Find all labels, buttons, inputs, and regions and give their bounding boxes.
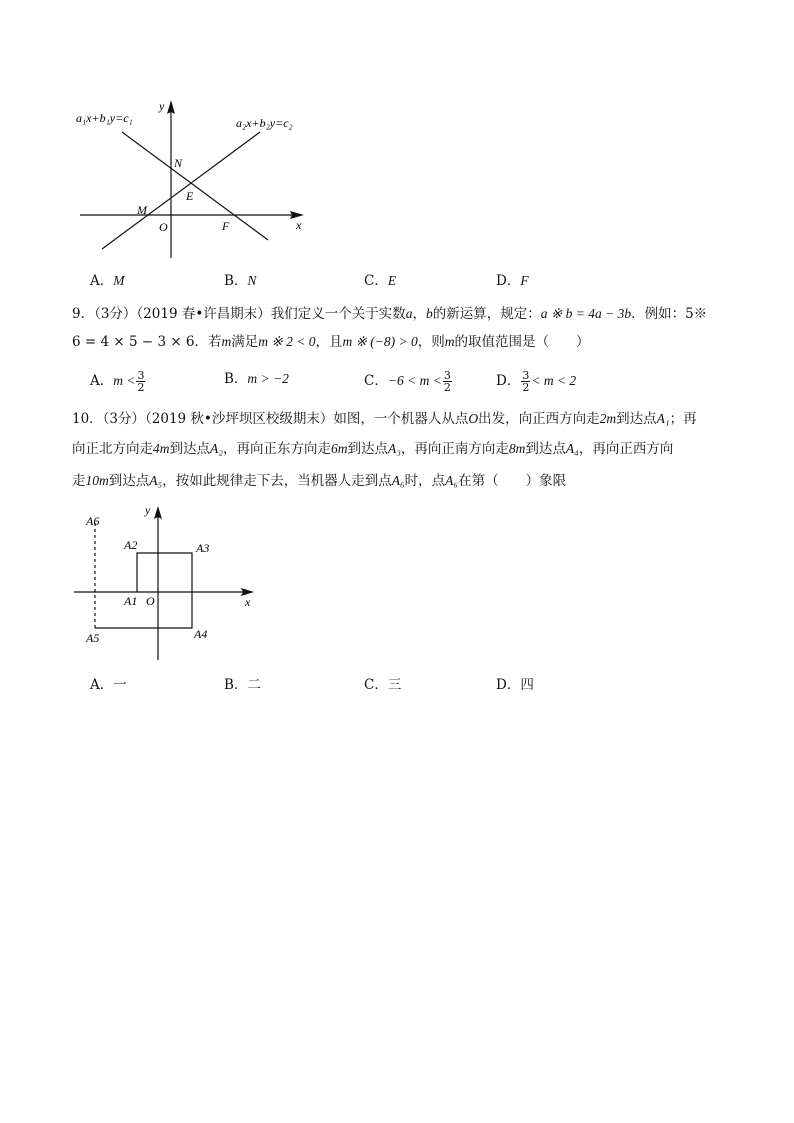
label-N: N [174, 156, 183, 170]
q8-option-b[interactable]: B．N [224, 273, 257, 289]
q9-option-d[interactable]: D． $\frac{3}{2}$ < m < 2 [496, 369, 577, 394]
label-x: x [245, 595, 251, 609]
q8-option-c[interactable]: C．E [364, 273, 397, 289]
figure-intersecting-lines [70, 92, 320, 264]
y-axis-arrow [167, 100, 175, 114]
fraction: $\frac{3}{2}$ [137, 369, 145, 394]
label-M: M [137, 203, 147, 217]
label-O: O [146, 594, 155, 608]
q10-line-1: 10．（3分）（2019 秋•沙坪坝区校级期末）如图，一个机器人从点O出发，向正西方向走2m到达点A₁；再 [72, 411, 697, 427]
q10-line-3: 走10m到达点A₅，按如此规律走下去，当机器人走到点A₆时，点A₆在第（ ）象限 [72, 473, 567, 489]
label-eq1: a₁x+b₁y=c₁ [76, 111, 133, 125]
label-O: O [159, 220, 168, 234]
label-y: y [159, 99, 165, 113]
label-A5: A5 [86, 631, 100, 645]
q9-option-c[interactable]: C．−6 < m < $\frac{3}{2}$ [364, 369, 451, 394]
label-A2: A2 [124, 538, 138, 552]
line-2 [102, 132, 260, 249]
q10-option-d[interactable]: D．四 [496, 677, 534, 693]
q9-line-2: 6 = 4 × 5 − 3 × 6．若m满足m ※ 2 < 0，且m ※ (−8) > 0，则m的取值范围是（ ） [72, 334, 590, 350]
label-A4: A4 [194, 627, 208, 641]
q10-option-c[interactable]: C．三 [364, 677, 402, 693]
q8-option-a[interactable]: A．M [90, 273, 125, 289]
label-F: F [222, 219, 230, 233]
label-y: y [145, 503, 151, 517]
label-A3: A3 [196, 541, 210, 555]
label-A6: A6 [86, 514, 100, 528]
label-eq2: a₂x+b₂y=c₂ [236, 116, 293, 130]
label-A1: A1 [124, 594, 138, 608]
label-E: E [186, 189, 194, 203]
robot-path [95, 553, 192, 628]
label-x: x [296, 218, 302, 232]
q8-option-d[interactable]: D．F [496, 273, 529, 289]
q9-option-b[interactable]: B．m > −2 [224, 371, 289, 387]
fraction: $\frac{3}{2}$ [443, 369, 451, 394]
q10-line-2: 向正北方向走4m到达点A₂，再向正东方向走6m到达点A₃，再向正南方向走8m到达点A₄，再向正西方向 [72, 441, 674, 457]
q10-option-a[interactable]: A．一 [90, 677, 127, 693]
q9-option-a[interactable]: A．m < $\frac{3}{2}$ [90, 369, 145, 394]
q9-line-1: 9．（3分）（2019 春•许昌期末）我们定义一个关于实数a，b的新运算，规定：a ※ b = 4a − 3b．例如：5※ [72, 306, 708, 322]
line-1 [122, 132, 268, 240]
figure-robot-path [70, 500, 270, 670]
q10-option-b[interactable]: B．二 [224, 677, 261, 693]
fraction: $\frac{3}{2}$ [522, 369, 530, 394]
